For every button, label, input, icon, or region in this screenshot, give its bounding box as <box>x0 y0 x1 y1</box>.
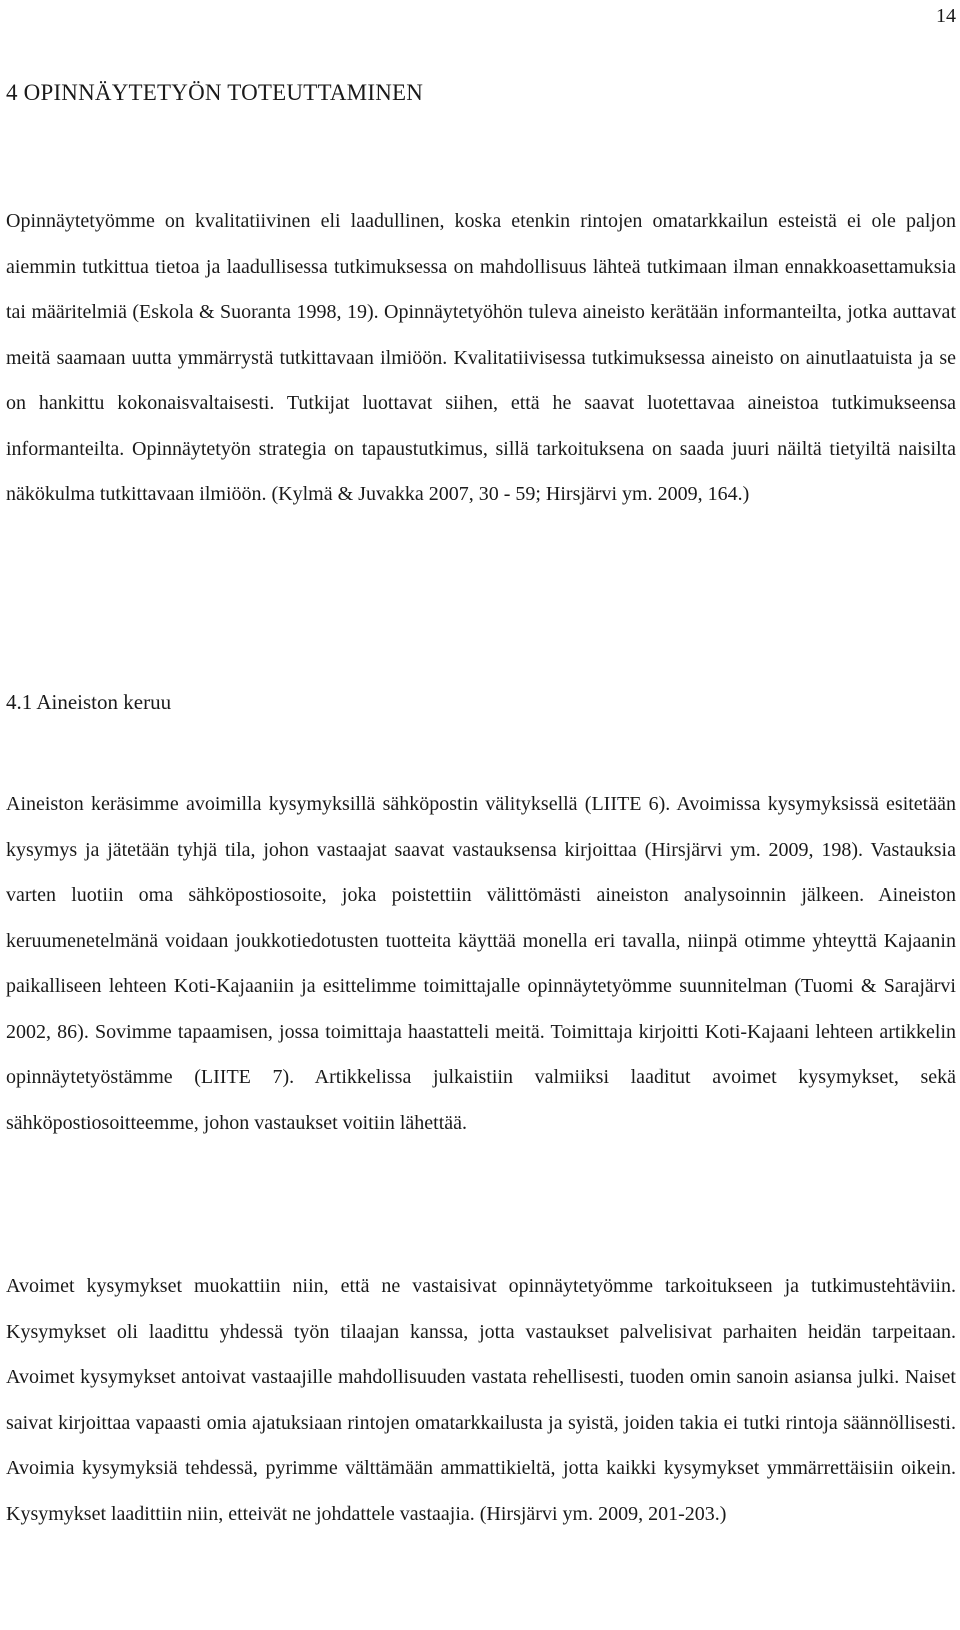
page-number: 14 <box>936 5 956 27</box>
chapter-heading: 4 OPINNÄYTETYÖN TOTEUTTAMINEN <box>6 80 424 105</box>
section-paragraph-2: Avoimet kysymykset muokattiin niin, että ne vastaisivat opinnäytetyömme tarkoitukseen ja tutkimustehtäviin. Kysymykset oli laadittu yhdessä työn tilaajan kanssa, jotta vastaukset palvelisivat parhaiten heidän tarpeitaan. Avoimet kysymykset antoivat vastaajille mahdollisuuden vastata rehellisesti, tuoden omin sanoin asiansa julki. Naiset saivat kirjoittaa vapaasti omia ajatuksiaan rintojen omatarkkailusta ja syistä, joiden takia ei tutki rintoja säännöllisesti. Avoimia kysymyksiä tehdessä, pyrimme välttämään ammattikieltä, jotta kaikki kysymykset ymmärrettäisiin oikein. Kysymykset laadittiin niin, etteivät ne johdattele vastaajia. (Hirsjärvi ym. 2009, 201-203.) <box>6 1275 956 1525</box>
section-paragraph-1: Aineiston keräsimme avoimilla kysymyksillä sähköpostin välityksellä (LIITE 6). Avoimissa kysymyksissä esitetään kysymys ja jätetään tyhjä tila, johon vastaajat saavat vastauksensa kirjoittaa (Hirsjärvi ym. 2009, 198). Vastauksia varten luotiin oma sähköpostiosoite, joka poistettiin välittömästi aineiston analysoinnin jälkeen. Aineiston keruumenetelmänä voidaan joukkotiedotusten tuotteita käyttää monella eri tavalla, niinpä otimme yhteyttä Kajaanin paikalliseen lehteen Koti-Kajaaniin ja esittelimme toimittajalle opinnäytetyömme suunnitelman (Tuomi & Sarajärvi 2002, 86). Sovimme tapaamisen, jossa toimittaja haastatteli meitä. Toimittaja kirjoitti Koti-Kajaani lehteen artikkelin opinnäytetyöstämme (LIITE 7). Artikkelissa julkaistiin valmiiksi laaditut avoimet kysymykset, sekä sähköpostiosoitteemme, johon vastaukset voitiin lähettää. <box>6 793 956 1134</box>
section-heading: 4.1 Aineiston keruu <box>6 690 172 714</box>
chapter-intro-paragraph: Opinnäytetyömme on kvalitatiivinen eli laadullinen, koska etenkin rintojen omatarkkailun esteistä ei ole paljon aiemmin tutkittua tietoa ja laadullisessa tutkimuksessa on mahdollisuus lähteä tutkimaan ilman ennakkoasettamuksia tai määritelmiä (Eskola & Suoranta 1998, 19). Opinnäytetyöhön tuleva aineisto kerätään informanteilta, jotka auttavat meitä saamaan uutta ymmärrystä tutkittavaan ilmiöön. Kvalitatiivisessa tutkimuksessa aineisto on ainutlaatuista ja se on hankittu kokonaisvaltaisesti. Tutkijat luottavat siihen, että he saavat luotettavaa aineistoa tutkimukseensa informanteilta. Opinnäytetyön strategia on tapaustutkimus, sillä tarkoituksena on saada juuri näiltä tietyiltä naisilta näkökulma tutkittavaan ilmiöön. (Kylmä & Juvakka 2007, 30 - 59; Hirsjärvi ym. 2009, 164.) <box>6 210 956 505</box>
